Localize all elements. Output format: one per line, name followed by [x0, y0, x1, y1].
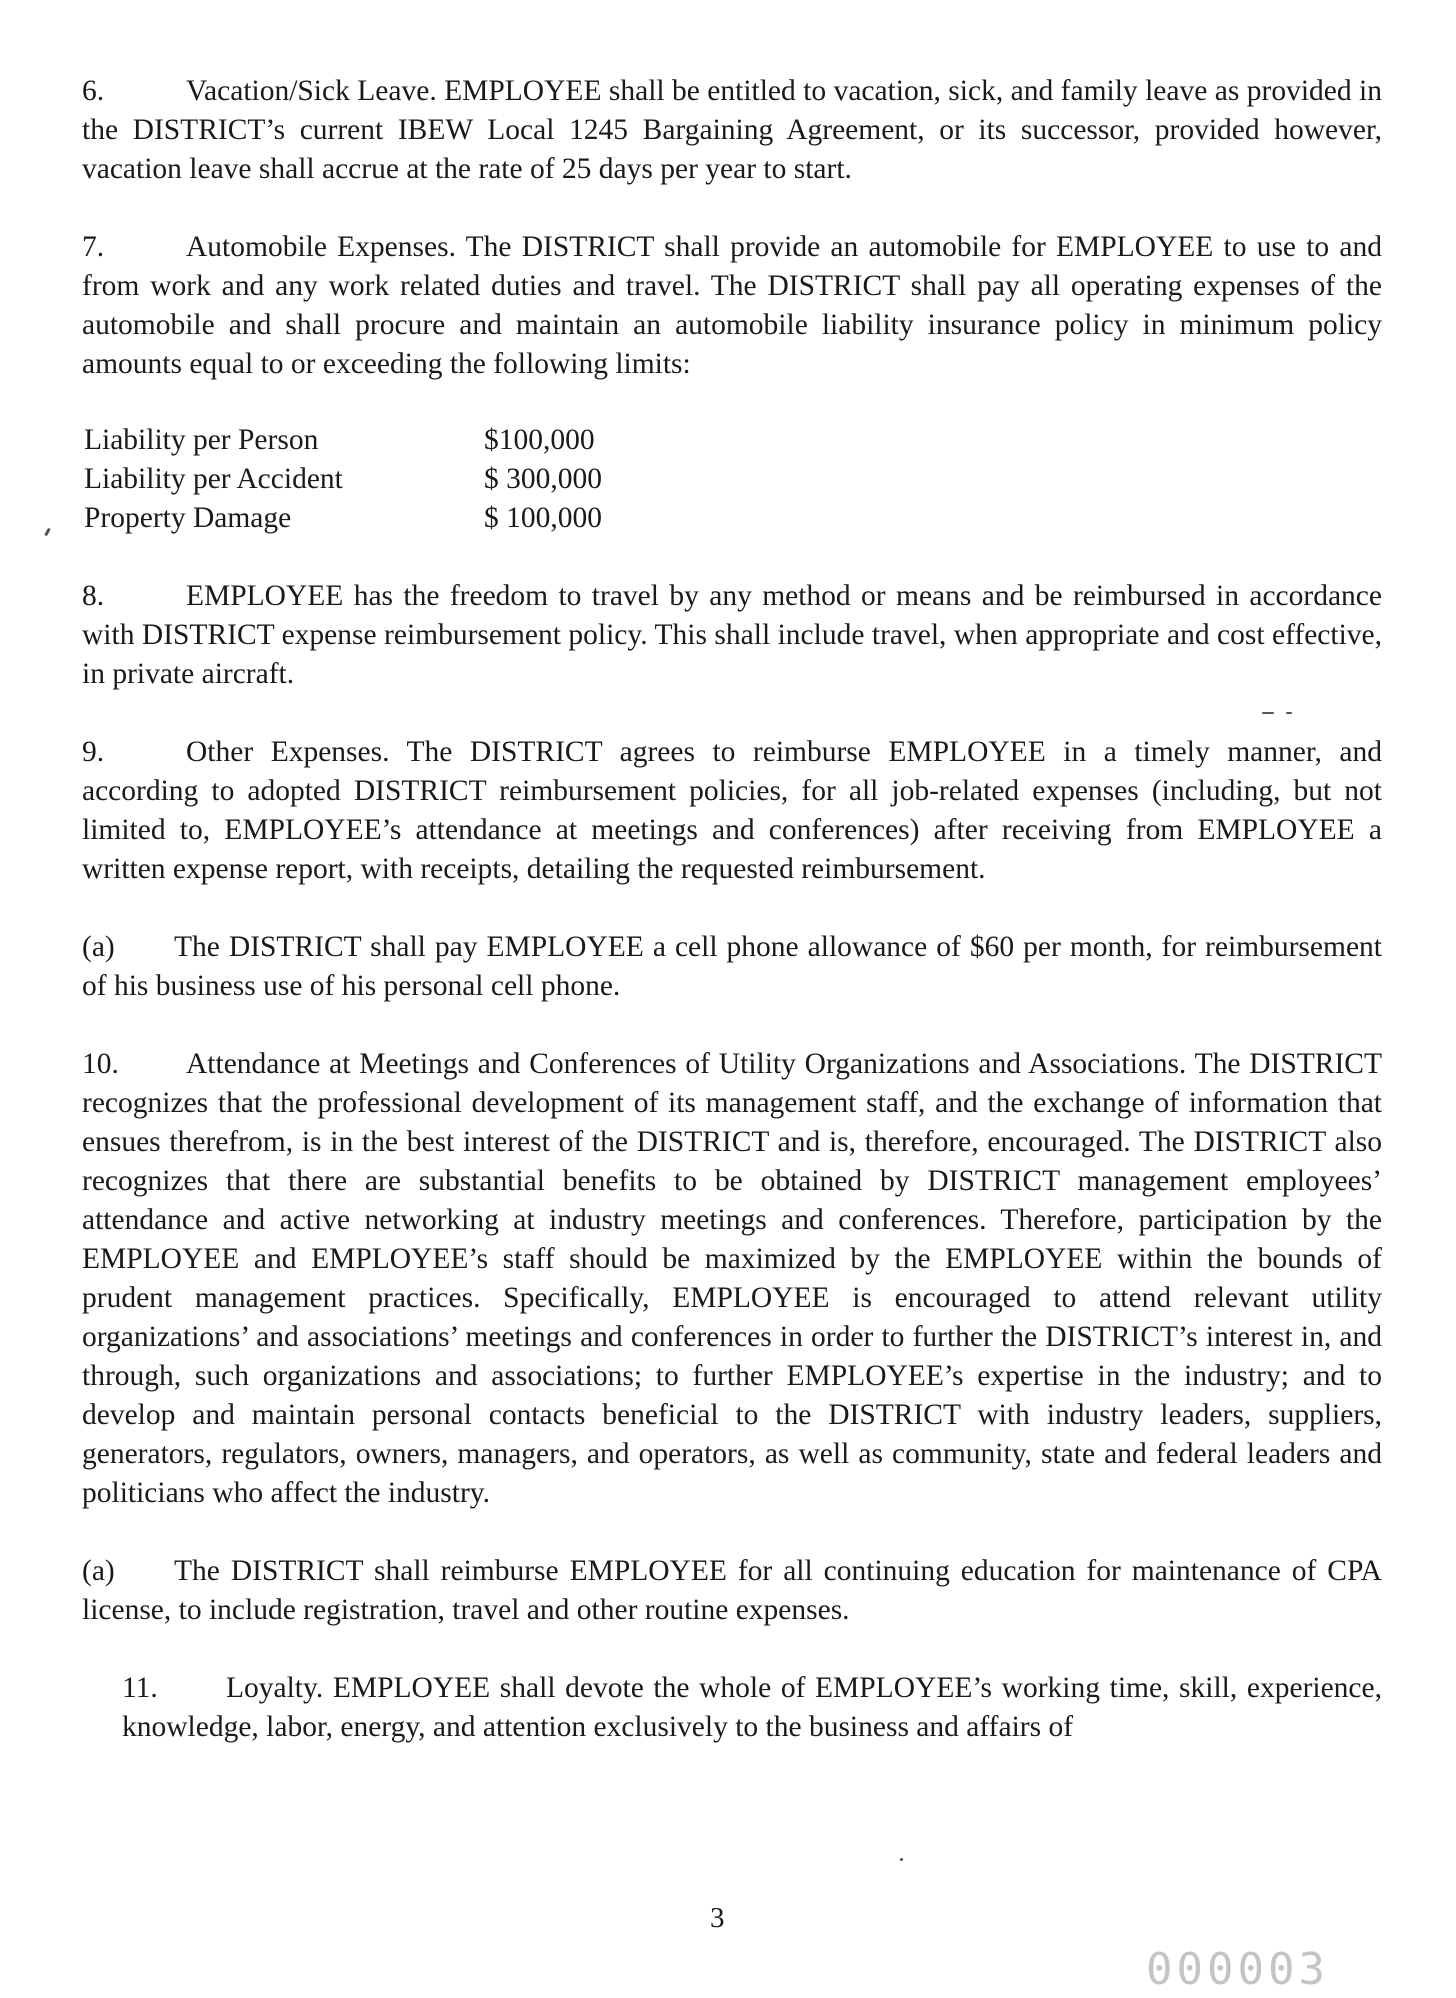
limit-row	[84, 460, 1382, 499]
limit-value: $ 100,000	[484, 502, 602, 534]
paragraph-8	[82, 577, 1382, 694]
paragraph-text: Vacation/Sick Leave. EMPLOYEE shall be entitled to vacation, sick, and family leave as provided in the DISTRICT’s current IBEW Local 1245 Bargaining Agreement, or its successor, provided however, vacation leave shall accrue at the rate of 25 days per year to start.	[82, 75, 1382, 185]
paragraph-7	[82, 228, 1382, 384]
paragraph-9	[82, 733, 1382, 889]
limit-row	[84, 421, 1382, 460]
limit-label: Liability per Person	[84, 424, 319, 456]
subparagraph-label: (a)	[82, 1555, 115, 1587]
scan-speck	[1262, 712, 1274, 714]
paragraph-text: Other Expenses. The DISTRICT agrees to reimburse EMPLOYEE in a timely manner, and according to adopted DISTRICT reimbursement policies, for all job-related expenses (including, but not limited to, EMPLOYEE’s attendance at meetings and conferences) after receiving from EMPLOYEE a written expense report, with receipts, detailing the requested reimbursement.	[82, 736, 1382, 885]
paragraph-text: Automobile Expenses. The DISTRICT shall provide an automobile for EMPLOYEE to use to and from work and any work related duties and travel. The DISTRICT shall pay all operating expenses of the automobile and shall procure and maintain an automobile liability insurance policy in minimum policy amounts equal to or exceeding the following limits:	[82, 231, 1382, 380]
paragraph-9a	[82, 928, 1382, 1006]
paragraph-number: 9.	[82, 736, 105, 768]
limit-value: $100,000	[484, 424, 595, 456]
limit-label: Property Damage	[84, 502, 292, 534]
paragraph-number: 10.	[82, 1048, 119, 1080]
paragraph-text: Attendance at Meetings and Conferences of Utility Organizations and Associations. The DISTRICT recognizes that the professional development of its management staff, and the exchange of information that ensues therefrom, is in the best interest of the DISTRICT and is, therefore, encouraged. The DISTRICT also recognizes that there are substantial benefits to be obtained by DISTRICT management employees’ attendance and active networking at industry meetings and conferences. Therefore, participation by the EMPLOYEE and EMPLOYEE’s staff should be maximized by the EMPLOYEE within the bounds of prudent management practices. Specifically, EMPLOYEE is encouraged to attend relevant utility organizations’ and associations’ meetings and conferences in order to further the DISTRICT’s interest in, and through, such organizations and associations; to further EMPLOYEE’s expertise in the industry; and to develop and maintain personal contacts beneficial to the DISTRICT with industry leaders, suppliers, generators, regulators, owners, managers, and operators, as well as community, state and federal leaders and politicians who affect the industry.	[82, 1048, 1382, 1509]
paragraph-11	[122, 1669, 1382, 1747]
paragraph-6	[82, 72, 1382, 189]
paragraph-text: The DISTRICT shall pay EMPLOYEE a cell phone allowance of $60 per month, for reimbursement of his business use of his personal cell phone.	[82, 931, 1382, 1002]
document-body	[82, 72, 1382, 1786]
paragraph-number: 7.	[82, 231, 105, 263]
paragraph-10a	[82, 1552, 1382, 1630]
paragraph-text: The DISTRICT shall reimburse EMPLOYEE for all continuing education for maintenance of CPA license, to include registration, travel and other routine expenses.	[82, 1555, 1382, 1626]
scan-speck	[1286, 712, 1292, 714]
bates-stamp: 000003	[1146, 1944, 1329, 1995]
scan-speck	[44, 528, 51, 536]
limit-label: Liability per Accident	[84, 463, 343, 495]
paragraph-number: 8.	[82, 580, 105, 612]
paragraph-10	[82, 1045, 1382, 1513]
scan-speck	[900, 1858, 903, 1861]
paragraph-text: EMPLOYEE has the freedom to travel by any method or means and be reimbursed in accordance with DISTRICT expense reimbursement policy. This shall include travel, when appropriate and cost effective, in private aircraft.	[82, 580, 1382, 690]
paragraph-number: 11.	[122, 1672, 158, 1704]
limit-row	[84, 499, 1382, 538]
subparagraph-label: (a)	[82, 931, 115, 963]
page-number: 3	[710, 1902, 725, 1934]
paragraph-text: Loyalty. EMPLOYEE shall devote the whole of EMPLOYEE’s working time, skill, experience, knowledge, labor, energy, and attention exclusively to the business and affairs of	[122, 1672, 1382, 1743]
limit-value: $ 300,000	[484, 463, 602, 495]
paragraph-number: 6.	[82, 75, 105, 107]
insurance-limits-table	[84, 421, 1382, 538]
